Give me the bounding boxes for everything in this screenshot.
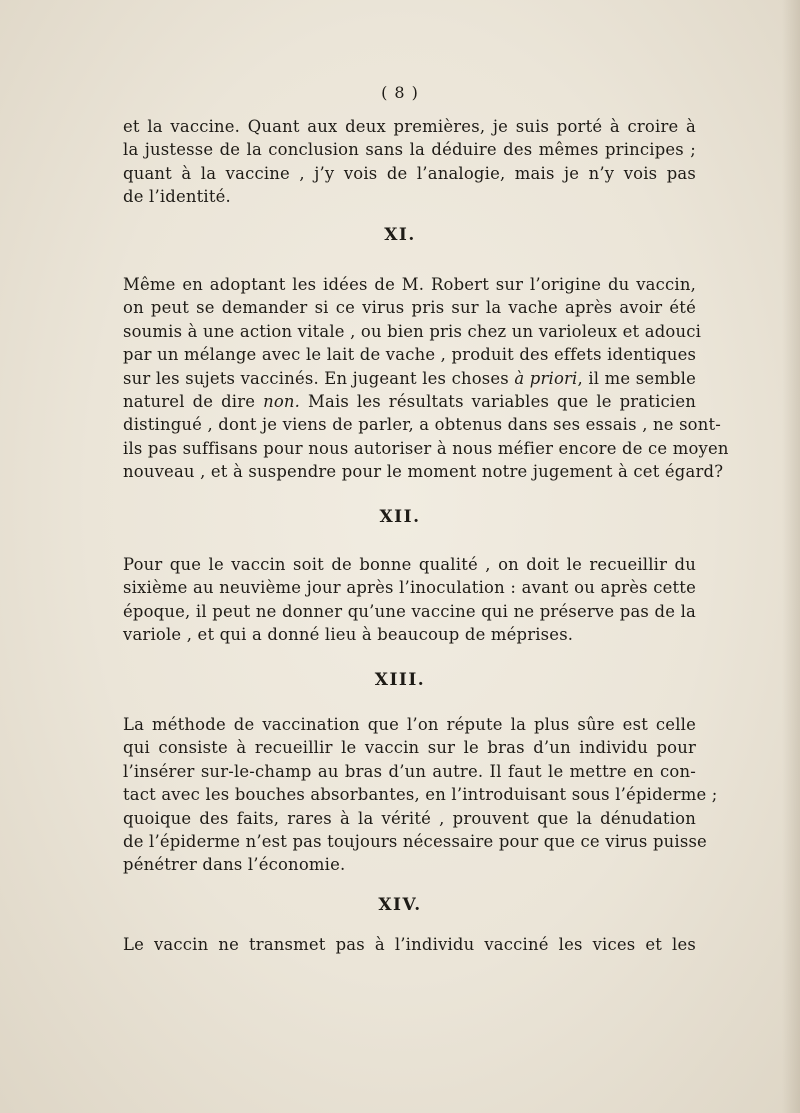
- text-line: et la vaccine. Quant aux deux premières, je suis porté à croire à: [123, 117, 696, 136]
- section-xii-paragraph: [123, 553, 696, 647]
- text-fragment: naturel de dire: [123, 392, 256, 412]
- text-line: quant à la vaccine , j’y vois de l’analogie, mais je n’y vois pas: [123, 163, 696, 183]
- italic-phrase: à priori: [514, 368, 578, 388]
- text-line: tact avec les bouches absorbantes, en l’introduisant sous l’épiderme ;: [123, 785, 718, 805]
- section-heading-xi: XI.: [384, 225, 416, 245]
- text-line: qui consiste à recueillir le vaccin sur le bras d’un individu pour: [123, 738, 696, 758]
- text-line: sixième au neuvième jour après l’inoculation : avant ou après cette: [123, 578, 696, 598]
- text-fragment: , il me semble: [577, 368, 696, 388]
- text-line: quoique des faits, rares à la vérité , prouvent que la dénudation: [123, 808, 696, 828]
- text-line-with-italic: [123, 367, 696, 390]
- section-xiv-paragraph: [123, 933, 696, 956]
- text-line: Le vaccin ne transmet pas à l’individu vacciné les vices et les: [123, 935, 696, 954]
- section-heading-xii: XII.: [379, 507, 421, 527]
- text-line: l’insérer sur-le-champ au bras d’un autre. Il faut le mettre en con-: [123, 761, 696, 781]
- page-number: ( 8 ): [381, 83, 419, 102]
- section-xi-paragraph: [123, 273, 729, 484]
- intro-paragraph: [123, 115, 696, 209]
- text-line: de l’épiderme n’est pas toujours nécessaire pour que ce virus puisse: [123, 832, 707, 852]
- text-line-with-italic: [123, 390, 696, 413]
- text-fragment: Mais les résultats variables que le praticien: [300, 392, 696, 412]
- text-line: variole , et qui a donné lieu à beaucoup de méprises.: [123, 625, 574, 645]
- text-line: soumis à une action vitale , ou bien pris chez un varioleux et adouci: [123, 321, 702, 341]
- text-line: Même en adoptant les idées de M. Robert sur l’origine du vaccin,: [123, 275, 696, 294]
- text-fragment: sur les sujets vaccinés. En jugeant les choses: [123, 368, 509, 388]
- text-line: distingué , dont je viens de parler, a obtenus dans ses essais , ne sont-: [123, 415, 722, 435]
- text-line: de l’identité.: [123, 187, 231, 207]
- section-xiii-paragraph: [123, 713, 718, 877]
- text-line: nouveau , et à suspendre pour le moment notre jugement à cet égard?: [123, 462, 724, 482]
- text-line: La méthode de vaccination que l’on répute la plus sûre est celle: [123, 715, 696, 734]
- text-line: époque, il peut ne donner qu’une vaccine qui ne préserve pas de la: [123, 601, 696, 621]
- text-line: Pour que le vaccin soit de bonne qualité , on doit le recueillir du: [123, 555, 696, 574]
- text-line: par un mélange avec le lait de vache , produit des effets identiques: [123, 345, 697, 365]
- text-line: pénétrer dans l’économie.: [123, 855, 346, 875]
- italic-phrase: non.: [263, 392, 301, 412]
- section-heading-xiii: XIII.: [374, 670, 426, 690]
- text-line: on peut se demander si ce virus pris sur la vache après avoir été: [123, 298, 696, 318]
- text-line: la justesse de la conclusion sans la déduire des mêmes principes ;: [123, 140, 696, 160]
- text-line: ils pas suffisans pour nous autoriser à nous méfier encore de ce moyen: [123, 438, 729, 458]
- section-heading-xiv: XIV.: [378, 895, 422, 915]
